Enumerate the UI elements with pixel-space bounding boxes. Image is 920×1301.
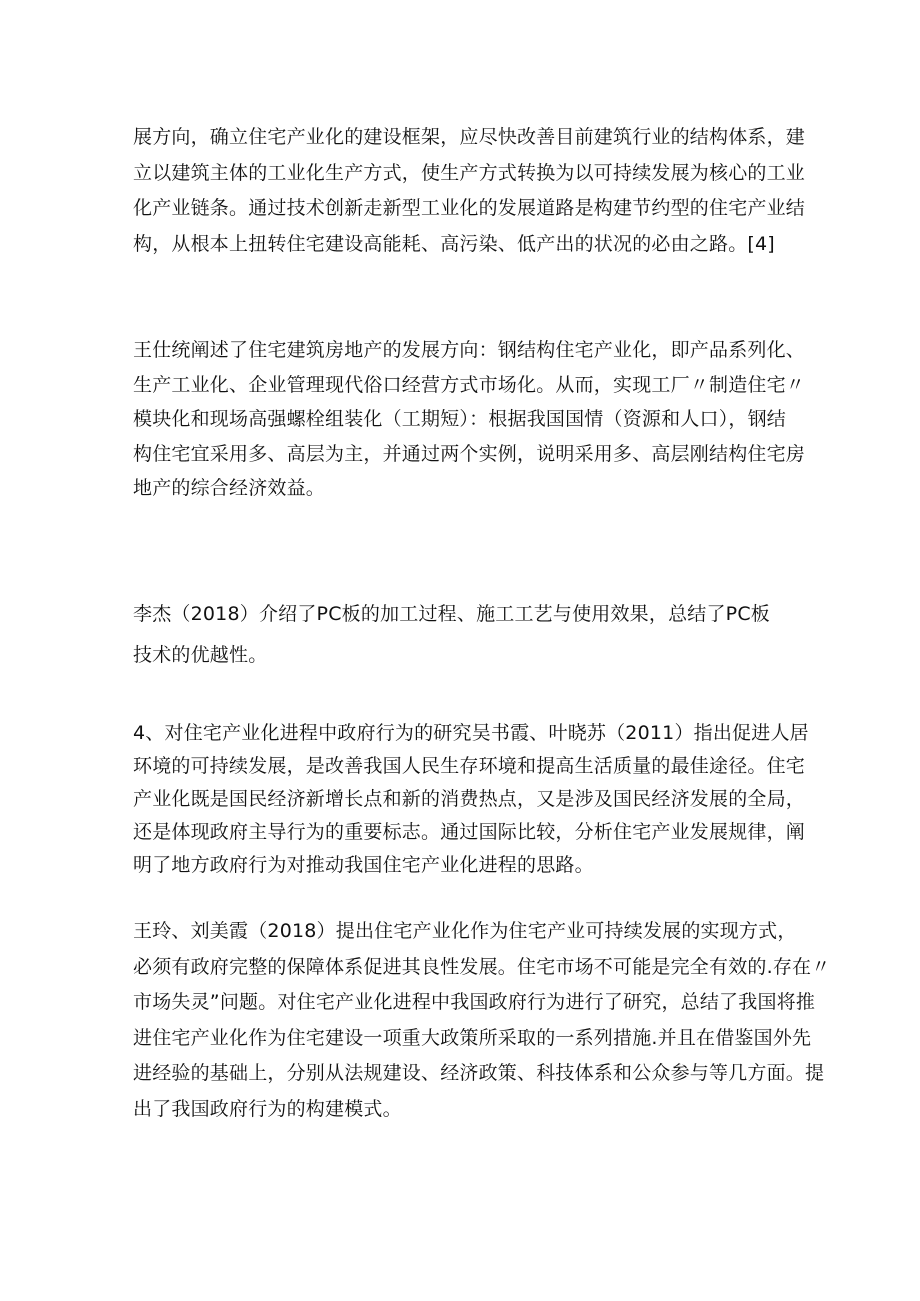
text-line: 构，从根本上扭转住宅建设高能耗、高污染、低产出的状况的必由之路。[4]	[133, 232, 775, 255]
text-line: 立以建筑主体的工业化生产方式，使生产方式转换为以可持续发展为核心的工业	[133, 161, 806, 184]
text-line: 明了地方政府行为对推动我国住宅产业化进程的思路。	[133, 854, 594, 876]
text-line: 出了我国政府行为的构建模式。	[133, 1097, 402, 1120]
text-line: 还是体现政府主导行为的重要标志。通过国际比较，分析住宅产业发展规律，阐	[133, 821, 806, 843]
text-line: 化产业链条。通过技术创新走新型工业化的发展道路是构建节约型的住宅产业结	[133, 197, 806, 219]
text-line: 王仕统阐述了住宅建筑房地产的发展方向：钢结构住宅产业化，即产品系列化、	[133, 339, 806, 361]
text-line: 技术的优越性。	[133, 644, 268, 666]
text-line: 生产工业化、企业管理现代俗口经营方式市场化。从而，实现工厂〃制造住宅〃	[133, 373, 806, 396]
paragraph-pc-board-technology	[133, 594, 793, 676]
text-line: 市场失灵”问题。对住宅产业化进程中我国政府行为进行了研究，总结了我国将推	[133, 991, 816, 1013]
text-line: 进经验的基础上，分别从法规建设、经济政策、科技体系和公众参与等几方面。提	[133, 1062, 825, 1084]
paragraph-housing-industrialization-framework	[133, 120, 806, 262]
paragraph-steel-structure-housing	[133, 333, 806, 506]
paragraph-government-support-system	[133, 914, 831, 1127]
text-line: 环境的可持续发展，是改善我国人民生存环境和提高生活质量的最佳途径。住宅	[133, 755, 806, 777]
text-line: 王玲、刘美霞（2018）提出住宅产业化作为住宅产业可持续发展的实现方式，	[133, 920, 797, 942]
text-line: 李杰（2018）介绍了PC板的加工过程、施工工艺与使用效果，总结了PC板	[133, 603, 771, 625]
text-line: 进住宅产业化作为住宅建设一项重大政策所采取的一系列措施.并且在借鉴国外先	[133, 1026, 812, 1049]
text-line: 必须有政府完整的保障体系促进其良性发展。住宅市场不可能是完全有效的.存在〃	[133, 955, 831, 978]
text-line: 展方向，确立住宅产业化的建设框架，应尽快改善目前建筑行业的结构体系，建	[133, 126, 806, 148]
text-line: 构住宅宜采用多、高层为主，并通过两个实例，说明采用多、高层刚结构住宅房	[133, 442, 806, 465]
text-line: 产业化既是国民经济新增长点和新的消费热点，又是涉及国民经济发展的全局，	[133, 788, 806, 810]
paragraph-government-behavior-research	[133, 717, 809, 882]
text-line: 地产的综合经济效益。	[133, 477, 326, 499]
text-line: 模块化和现场高强螺栓组装化（工期短）：根据我国国情（资源和人口），钢结	[133, 408, 787, 430]
text-line: 4、对住宅产业化进程中政府行为的研究吴书霞、叶晓苏（2011）指出促进人居	[133, 722, 809, 744]
